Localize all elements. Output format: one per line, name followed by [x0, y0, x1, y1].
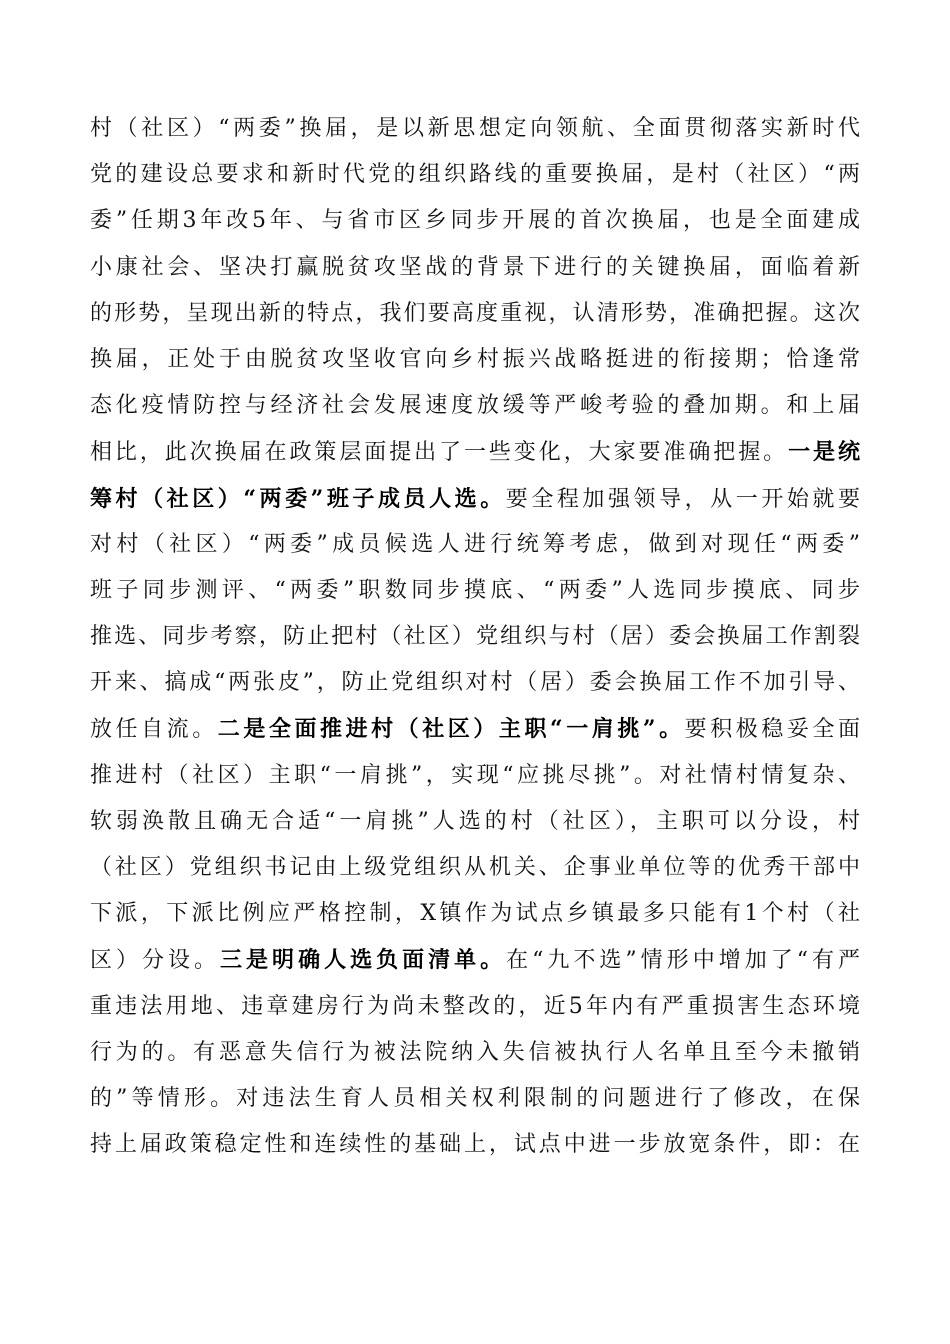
text-line — [90, 1122, 860, 1168]
text-line — [90, 383, 860, 429]
body-text: 重违法用地、违章建房行为尚未整改的，近5年内有严重损害生态环境 — [90, 993, 860, 1019]
text-line — [90, 198, 860, 244]
text-line — [90, 522, 860, 568]
body-text: 区）分设。 — [90, 948, 221, 974]
body-text: 持上届政策稳定性和连续性的基础上，试点中进一步放宽条件，即：在 — [90, 1132, 860, 1158]
body-text: 下派，下派比例应严格控制，X镇作为试点乡镇最多只能有1个村（社 — [90, 901, 860, 927]
text-line — [90, 937, 860, 983]
text-line — [90, 891, 860, 937]
body-text: 在“九不选”情形中增加了“有严 — [506, 948, 860, 974]
text-line — [90, 476, 860, 522]
body-text: 的形势，呈现出新的特点，我们要高度重视，认清形势，准确把握。这次 — [90, 300, 860, 326]
text-line — [90, 1076, 860, 1122]
body-text: 班子同步测评、“两委”职数同步摸底、“两委”人选同步摸底、同步 — [90, 577, 860, 603]
bold-heading-text: 三是明确人选负面清单。 — [220, 947, 507, 974]
text-line — [90, 799, 860, 845]
body-text: 相比，此次换届在政策层面提出了一些变化，大家要准确把握。 — [90, 440, 789, 466]
body-text: 对村（社区）“两委”成员候选人进行统筹考虑，做到对现任“两委” — [90, 531, 860, 557]
body-text: 态化疫情防控与经济社会发展速度放缓等严峻考验的叠加期。和上届 — [90, 393, 860, 419]
body-text: 党的建设总要求和新时代党的组织路线的重要换届，是村（社区）“两 — [90, 162, 860, 188]
body-text: 要全程加强领导，从一开始就要 — [505, 486, 860, 512]
bold-heading-text: 一是统 — [788, 439, 860, 466]
text-line — [90, 429, 860, 475]
text-line — [90, 845, 860, 891]
text-line — [90, 753, 860, 799]
text-line — [90, 106, 860, 152]
body-text: 要积极稳妥全面 — [684, 717, 860, 743]
body-text: 推选、同步考察，防止把村（社区）党组织与村（居）委会换届工作割裂 — [90, 624, 860, 650]
body-text: 推进村（社区）主职“一肩挑”，实现“应挑尽挑”。对社情村情复杂、 — [90, 762, 860, 788]
body-text: （社区）党组织书记由上级党组织从机关、企事业单位等的优秀干部中 — [90, 855, 860, 880]
body-paragraph — [90, 106, 860, 1168]
bold-heading-text: 二是全面推进村（社区）主职“一肩挑”。 — [217, 716, 685, 743]
body-text: 放任自流。 — [90, 717, 218, 743]
text-line — [90, 568, 860, 614]
text-line — [90, 706, 860, 752]
text-line — [90, 614, 860, 660]
body-text: 开来、搞成“两张皮”，防止党组织对村（居）委会换届工作不加引导、 — [90, 670, 860, 696]
text-line — [90, 152, 860, 198]
text-line — [90, 660, 860, 706]
text-line — [90, 1030, 860, 1076]
body-text: 换届，正处于由脱贫攻坚收官向乡村振兴战略挺进的衔接期；恰逢常 — [90, 346, 860, 372]
body-text: 行为的。有恶意失信行为被法院纳入失信被执行人名单且至今未撤销 — [90, 1039, 860, 1065]
bold-heading-text: 筹村（社区）“两委”班子成员人选。 — [90, 485, 506, 512]
text-line — [90, 984, 860, 1030]
body-text: 软弱涣散且确无合适“一肩挑”人选的村（社区），主职可以分设，村 — [90, 808, 860, 834]
text-line — [90, 245, 860, 291]
text-line — [90, 291, 860, 337]
body-text: 委”任期3年改5年、与省市区乡同步开展的首次换届，也是全面建成 — [90, 208, 860, 234]
body-text: 小康社会、坚决打赢脱贫攻坚战的背景下进行的关键换届，面临着新 — [90, 254, 860, 280]
text-line — [90, 337, 860, 383]
body-text: 的”等情形。对违法生育人员相关权利限制的问题进行了修改，在保 — [90, 1085, 860, 1111]
body-text: 村（社区）“两委”换届，是以新思想定向领航、全面贯彻落实新时代 — [90, 116, 860, 141]
